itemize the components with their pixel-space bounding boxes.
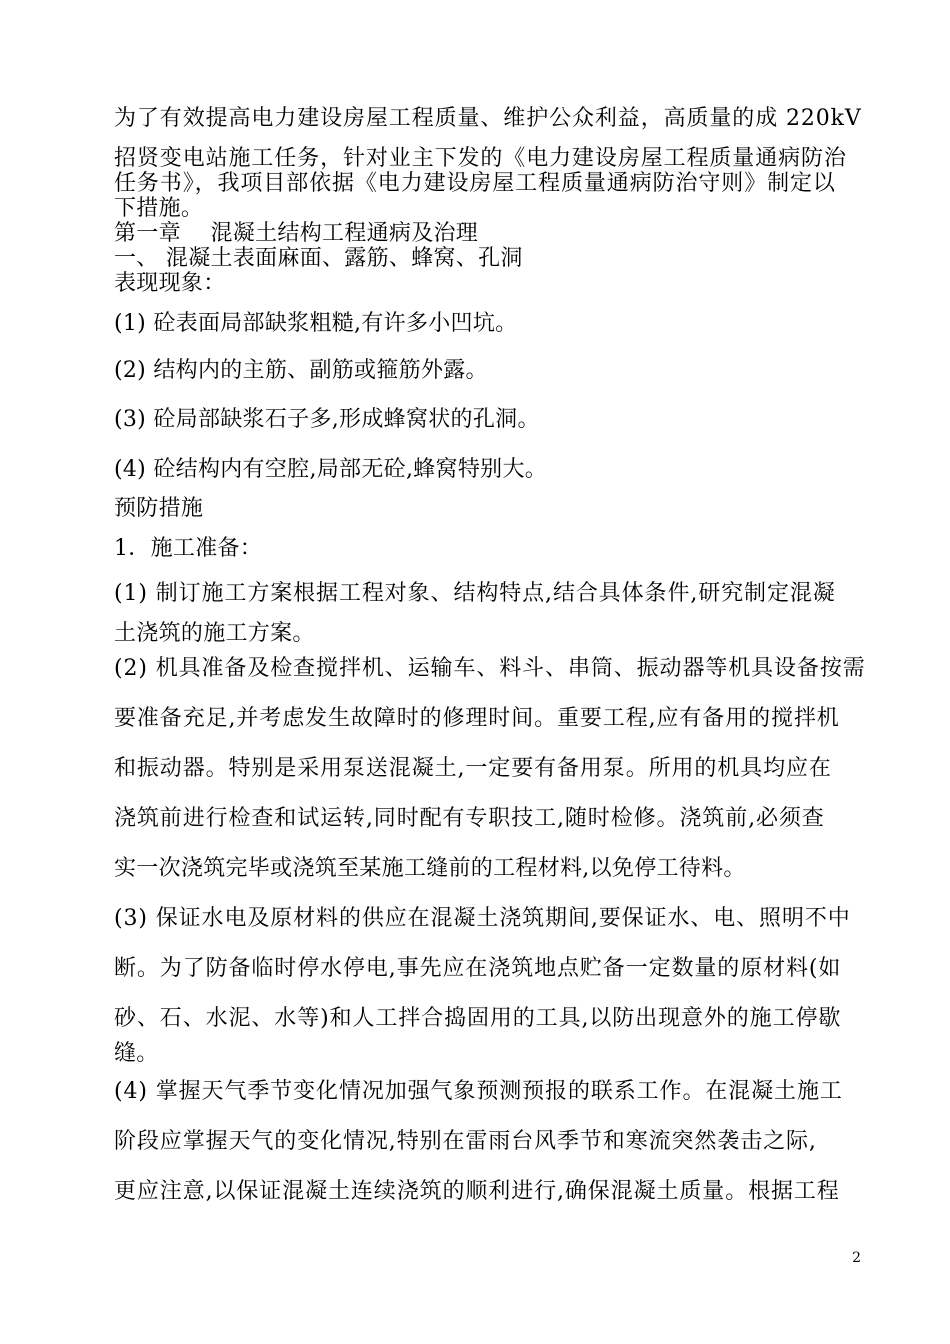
- intro-line-3: 任务书》，我项目部依据《电力建设房屋工程质量通病防治守则》制定以: [114, 171, 836, 196]
- measure-3-line-4: 缝。: [114, 1041, 159, 1066]
- measure-2-line-3: 和振动器。特别是采用泵送混凝土,一定要有备用泵。所用的机具均应在: [114, 756, 832, 781]
- measure-2-line-5: 实一次浇筑完毕或浇筑至某施工缝前的工程材料,以免停工待料。: [114, 856, 746, 881]
- prevention-heading: 预防措施: [114, 496, 204, 521]
- measure-2-line-2: 要准备充足,并考虑发生故障时的修理时间。重要工程,应有备用的搅拌机: [114, 706, 840, 731]
- symptoms-heading: 表现现象：: [114, 271, 226, 296]
- measure-2-line-4: 浇筑前进行检查和试运转,同时配有专职技工,随时检修。浇筑前,必须查: [114, 806, 825, 831]
- symptom-item-4: (4) 砼结构内有空腔,局部无砼,蜂窝特别大。: [114, 457, 548, 482]
- intro-line-2: 招贤变电站施工任务，针对业主下发的《电力建设房屋工程质量通病防治: [114, 146, 847, 171]
- symptom-item-3: (3) 砼局部缺浆石子多,形成蜂窝状的孔洞。: [114, 407, 540, 432]
- chapter-heading: 第一章 混凝土结构工程通病及治理: [114, 221, 479, 246]
- symptom-item-2: (2) 结构内的主筋、副筋或箍筋外露。: [114, 358, 488, 383]
- intro-line-1: 为了有效提高电力建设房屋工程质量、维护公众利益，高质量的成 220kV: [114, 106, 862, 131]
- measure-3-line-2: 断。为了防备临时停水停电,事先应在浇筑地点贮备一定数量的原材料(如: [114, 956, 842, 981]
- measure-4-line-2: 阶段应掌握天气的变化情况,特别在雷雨台风季节和寒流突然袭击之际,: [114, 1129, 817, 1154]
- measure-3-line-1: (3) 保证水电及原材料的供应在混凝土浇筑期间,要保证水、电、照明不中: [114, 906, 851, 931]
- intro-line-4: 下措施。: [114, 196, 204, 221]
- measure-4-line-1: (4) 掌握天气季节变化情况加强气象预测预报的联系工作。在混凝土施工: [114, 1079, 843, 1104]
- section-heading: 一、 混凝土表面麻面、露筋、蜂窝、孔洞: [114, 246, 523, 271]
- measure-1-line-2: 土浇筑的施工方案。: [114, 621, 315, 646]
- page-number: 2: [852, 1250, 861, 1266]
- measure-1-line-1: (1) 制订施工方案根据工程对象、结构特点,结合具体条件,研究制定混凝: [114, 581, 836, 606]
- symptom-item-1: (1) 砼表面局部缺浆粗糙,有许多小凹坑。: [114, 311, 518, 336]
- measure-2-line-1: (2) 机具准备及检查搅拌机、运输车、料斗、串筒、振动器等机具设备按需: [114, 656, 866, 681]
- measure-3-line-3: 砂、石、水泥、水等)和人工拌合捣固用的工具,以防出现意外的施工停歇: [114, 1006, 842, 1031]
- measure-4-line-3: 更应注意,以保证混凝土连续浇筑的顺利进行,确保混凝土质量。根据工程: [114, 1179, 840, 1204]
- preparation-heading: 1．施工准备：: [114, 536, 263, 561]
